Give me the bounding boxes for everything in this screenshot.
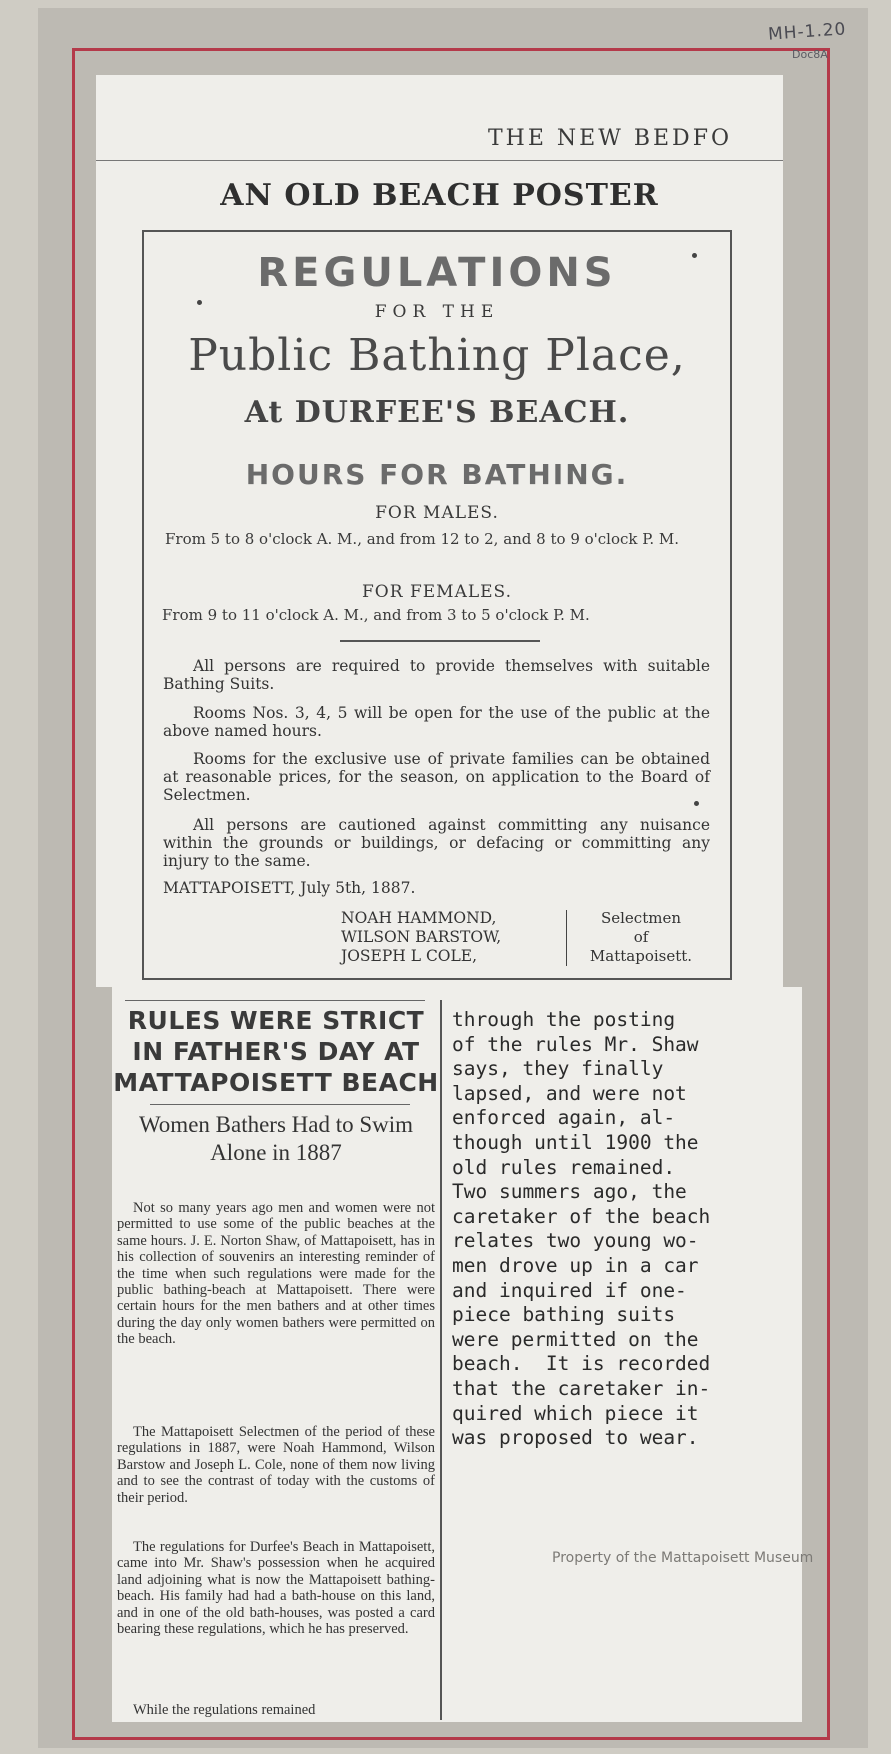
poster-divider [340, 640, 540, 642]
subhead-rule [150, 1104, 410, 1105]
column-divider [440, 1000, 442, 1720]
article-paragraph: The regulations for Durfee's Beach in Mattapoisett, came into Mr. Shaw's possession when he acquired land adjoining what is now the Mattapoisett bathing-beach. His family had had a bath-house on this land, and in one of the old bath-houses, was posted a card bearing these regulations, which he has preserved. [117, 1539, 435, 1638]
museum-watermark: Property of the Mattapoisett Museum [552, 1550, 814, 1566]
selectmen-names [341, 909, 501, 966]
masthead-rule [96, 160, 783, 161]
article-paragraph: Not so many years ago men and women were not permitted to use some of the public beaches at the same hours. J. E. Norton Shaw, of Mattapoisett, has in his collection of souvenirs an interesting reminder of the time when such regulations were made for the public bathing-beach at Mattapoisett. There were certain hours for the men bathers and at other times during the day only women bathers were permitted on the beach. [117, 1200, 435, 1348]
poster-paragraph: Rooms Nos. 3, 4, 5 will be open for the use of the public at the above named hours. [163, 704, 710, 740]
poster-heading: REGULATIONS [257, 250, 617, 296]
females-hours: From 9 to 11 o'clock A. M., and from 3 to 5 o'clock P. M. [162, 606, 590, 624]
article-paragraph: While the regulations remained [133, 1702, 316, 1718]
article-subhead: Women Bathers Had to Swim Alone in 1887 [138, 1112, 414, 1165]
article-headline: RULES WERE STRICT IN FATHER'S DAY AT MATTAPOISETT BEACH [113, 1006, 439, 1097]
board-title-line: Mattapoisett. [589, 947, 693, 965]
typed-continuation: through the posting of the rules Mr. Shaw says, they finally lapsed, and were not enforced again, al- though until 1900 the old rules remained. Two summers ago, the caretaker of the beach relates two young wo- men drove up in a car and inquired if one- piece bathing suits were permitted on the beach. It is recorded that the caretaker in- quired which piece it was proposed to wear. [452, 1008, 711, 1450]
poster-for-the: FOR THE [374, 302, 500, 322]
catalog-number: MH-1.20 [767, 19, 848, 45]
females-heading: FOR FEMALES. [362, 582, 512, 602]
poster-place: Public Bathing Place, [188, 330, 686, 381]
poster-location: At DURFEE'S BEACH. [244, 395, 630, 430]
catalog-sub-number: Doc8A [792, 48, 828, 61]
ink-speck [692, 253, 697, 258]
males-hours: From 5 to 8 o'clock A. M., and from 12 to 2, and 8 to 9 o'clock P. M. [165, 530, 679, 548]
clipping-title: AN OLD BEACH POSTER [220, 178, 659, 213]
poster-paragraph: All persons are required to provide themselves with suitable Bathing Suits. [163, 657, 710, 693]
selectman-name: WILSON BARSTOW, [341, 928, 502, 946]
ink-speck [694, 801, 699, 806]
board-title-line: of [633, 928, 649, 946]
board-title-line: Selectmen [600, 909, 682, 927]
selectman-name: NOAH HAMMOND, [341, 909, 497, 927]
poster-dateline: MATTAPOISETT, July 5th, 1887. [163, 879, 416, 897]
headline-rule [125, 1000, 425, 1001]
poster-paragraph: Rooms for the exclusive use of private families can be obtained at reasonable prices, for the season, on application to the Board of Selectmen. [163, 750, 710, 804]
ink-speck [197, 300, 202, 305]
article-paragraph: The Mattapoisett Selectmen of the period of these regulations in 1887, were Noah Hammond, Wilson Barstow and Joseph L. Cole, none of them now living and to see the contrast of today with the customs of their period. [117, 1424, 435, 1506]
board-title [576, 909, 706, 966]
selectman-name: JOSEPH L COLE, [341, 947, 478, 965]
males-heading: FOR MALES. [375, 503, 499, 523]
newspaper-masthead: THE NEW BEDFO [488, 126, 732, 151]
poster-paragraph: All persons are cautioned against committing any nuisance within the grounds or buildings, or defacing or committing any injury to the same. [163, 816, 710, 870]
hours-heading: HOURS FOR BATHING. [245, 458, 629, 491]
signature-brace [566, 910, 573, 966]
